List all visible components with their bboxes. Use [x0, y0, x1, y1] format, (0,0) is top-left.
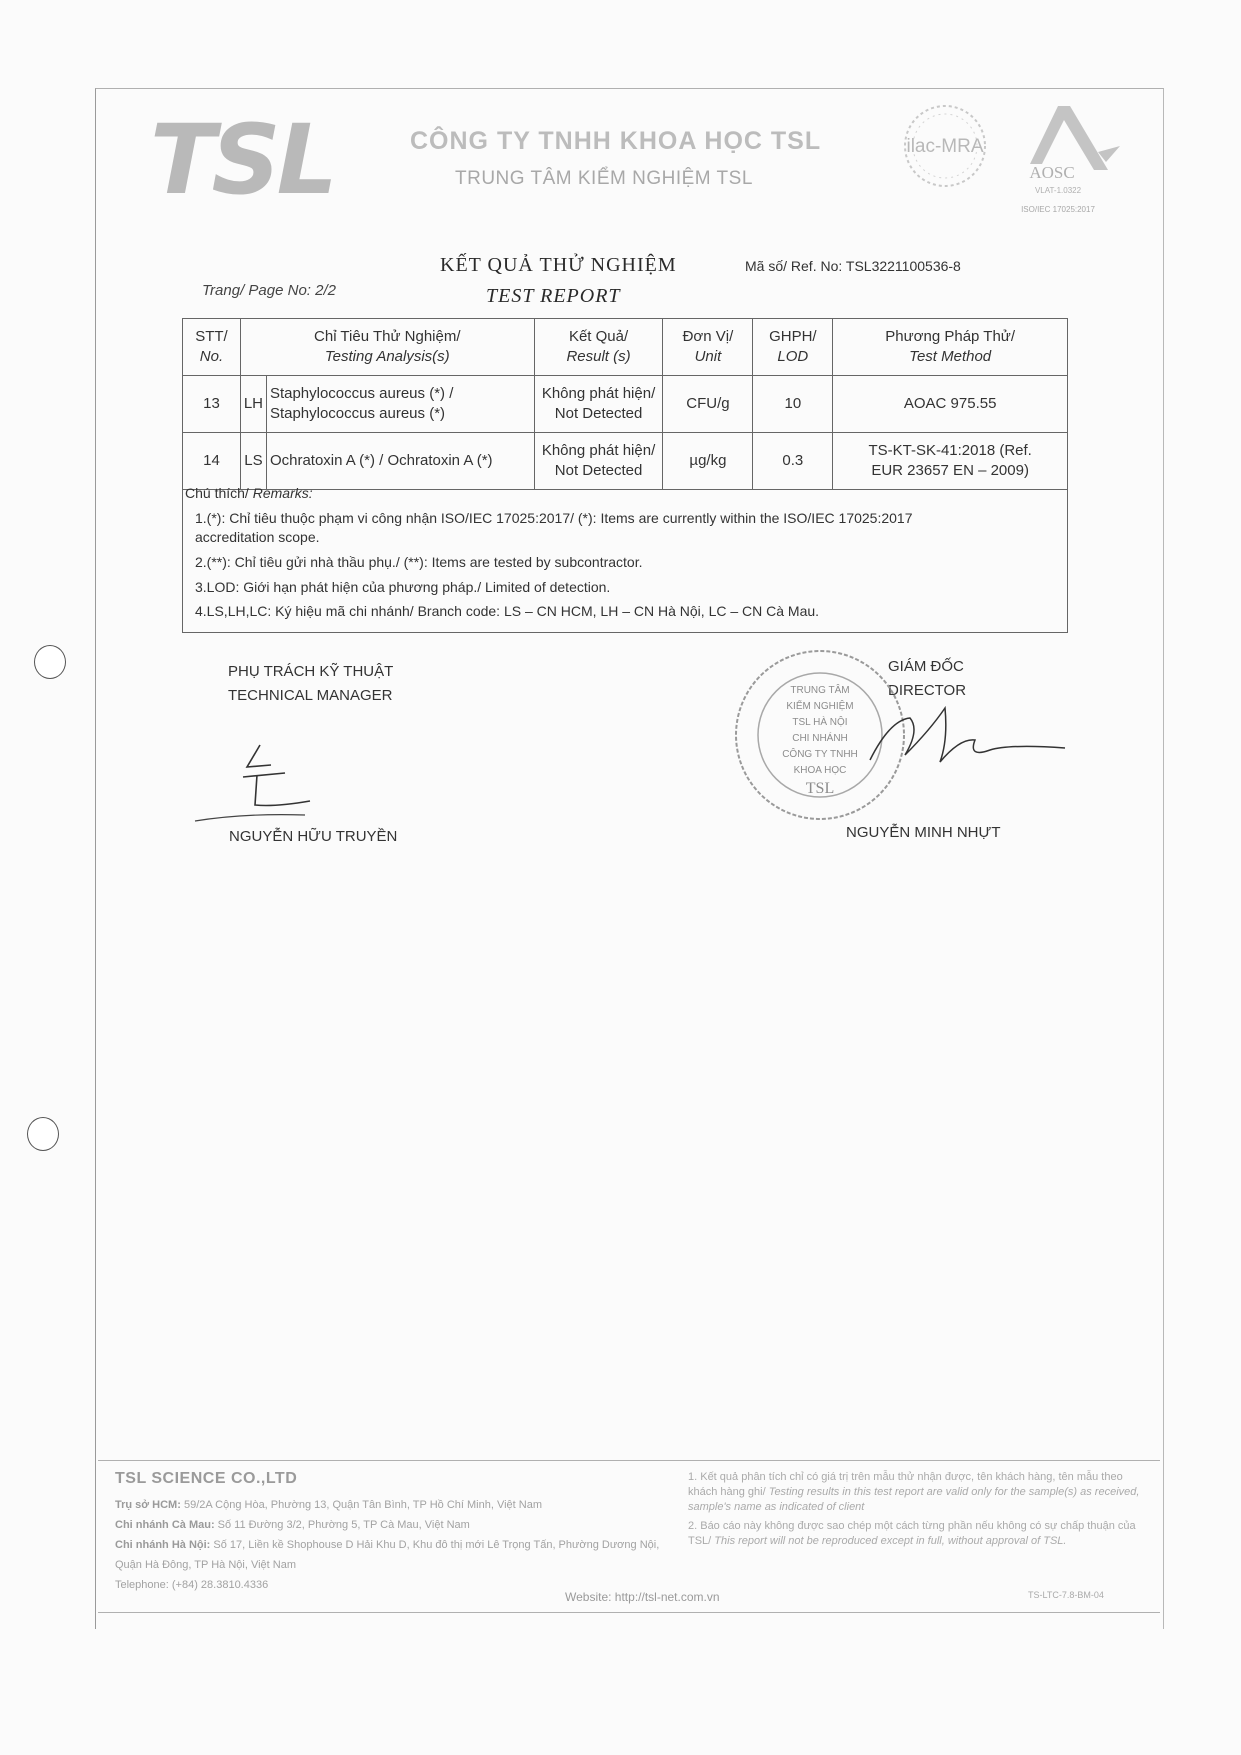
stamp-line-1: TRUNG TÂM — [790, 685, 850, 696]
form-code: TS-LTC-7.8-BM-04 — [1028, 1590, 1104, 1600]
cell-analysis: Ochratoxin A (*) / Ochratoxin A (*) — [266, 433, 534, 490]
stamp-line-6: KHOA HỌC — [793, 765, 847, 776]
remark-4: 4.LS,LH,LC: Ký hiệu mã chi nhánh/ Branch code: LS – CN HCM, LH – CN Hà Nội, LC – CN Cà Mau. — [195, 603, 820, 620]
footer-note-2: 2. Báo cáo này không được sao chép một cách từng phần nếu không có sự chấp thuận của TSL/ This report will not be reproduced except in full, without approval of TSL. — [688, 1520, 1136, 1547]
cell-analysis: Staphylococcus aureus (*) / Staphylococcus aureus (*) — [266, 376, 534, 433]
cell-unit: µg/kg — [663, 433, 753, 490]
aosc-code: VLAT-1.0322 — [1034, 186, 1082, 195]
remark-1: 1.(*): Chỉ tiêu thuộc phạm vi công nhận ISO/IEC 17025:2017/ (*): Items are currently within the ISO/IEC 17025:2017 accreditation scope. — [195, 509, 913, 545]
ilac-text: ilac-MRA — [906, 136, 984, 157]
cell-result: Không phát hiện/ Not Detected — [534, 376, 663, 433]
col-header-result: Kết Quả/ Result (s) — [534, 319, 663, 376]
reference-number: Mã số/ Ref. No: TSL3221100536-8 — [745, 258, 961, 274]
remark-3: 3.LOD: Giới hạn phát hiện của phương pháp./ Limited of detection. — [195, 578, 611, 595]
technical-manager-signature — [185, 735, 355, 825]
footer-addresses — [115, 1495, 675, 1595]
page-number: Trang/ Page No: 2/2 — [202, 282, 336, 299]
company-name: CÔNG TY TNHH KHOA HỌC TSL — [410, 127, 822, 155]
stamp-line-5: CÔNG TY TNHH — [782, 749, 858, 760]
iso-label: ISO/IEC 17025:2017 — [1021, 205, 1095, 214]
tsl-logo: TSL — [150, 104, 334, 216]
col-header-lod: GHPH/ LOD — [753, 319, 833, 376]
technical-manager-title-vn: PHỤ TRÁCH KỸ THUẬT — [228, 663, 394, 680]
footer-note-1: 1. Kết quả phân tích chỉ có giá trị trên mẫu thử nhận được, tên khách hàng, tên mẫu theo khách hàng ghi/ Testing results in this test report are valid only for the sample(s) as received, sample's name as indicated of client — [688, 1471, 1140, 1513]
col-header-unit: Đơn Vị/ Unit — [663, 319, 753, 376]
stamp-line-2: KIỂM NGHIỆM — [786, 701, 854, 712]
table-header-row — [183, 319, 1068, 376]
report-title-en: TEST REPORT — [486, 285, 621, 307]
stamp-line-4: CHI NHÁNH — [792, 733, 848, 744]
aosc-text: AOSC — [1029, 163, 1075, 182]
cell-unit: CFU/g — [663, 376, 753, 433]
cell-no: 13 — [183, 376, 241, 433]
table-row — [183, 376, 1068, 433]
results-table — [182, 318, 1068, 490]
ilac-mra-logo — [890, 100, 1000, 192]
cell-branch: LS — [240, 433, 266, 490]
director-name: NGUYỄN MINH NHỰT — [846, 824, 1001, 841]
cell-no: 14 — [183, 433, 241, 490]
stamp-line-7: TSL — [805, 780, 835, 797]
footer-camau: Chi nhánh Cà Mau: Số 11 Đường 3/2, Phường 5, TP Cà Mau, Việt Nam — [115, 1519, 470, 1531]
technical-manager-name: NGUYỄN HỮU TRUYỀN — [229, 828, 398, 845]
col-header-analysis: Chỉ Tiêu Thử Nghiệm/ Testing Analysis(s) — [240, 319, 534, 376]
stamp-line-3: TSL HÀ NỘI — [792, 717, 848, 728]
col-header-method: Phương Pháp Thử/ Test Method — [833, 319, 1068, 376]
col-header-no: STT/ No. — [183, 319, 241, 376]
punch-hole-bottom — [27, 1117, 59, 1151]
remarks-box — [182, 478, 1068, 633]
report-title-vn: KẾT QUẢ THỬ NGHIỆM — [440, 254, 677, 276]
cell-lod: 0.3 — [753, 433, 833, 490]
punch-hole-top — [34, 645, 66, 679]
footer-hanoi: Chi nhánh Hà Nội: Số 17, Liền kề Shophouse D Hải Khu D, Khu đô thị mới Lê Trọng Tấn, Phường Dương Nội, Quận Hà Đông, TP Hà Nội, Việt Nam — [115, 1539, 660, 1571]
technical-manager-title-en: TECHNICAL MANAGER — [228, 687, 393, 704]
footer-notes — [688, 1470, 1148, 1549]
remark-2: 2.(**): Chỉ tiêu gửi nhà thầu phụ./ (**): Items are tested by subcontractor. — [195, 553, 643, 570]
footer-divider — [98, 1460, 1160, 1461]
center-name: TRUNG TÂM KIỂM NGHIỆM TSL — [455, 168, 753, 189]
cell-branch: LH — [240, 376, 266, 433]
cell-method: TS-KT-SK-41:2018 (Ref. EUR 23657 EN – 2009) — [833, 433, 1068, 490]
cell-result: Không phát hiện/ Not Detected — [534, 433, 663, 490]
remarks-title: Chú thích/ Remarks: — [185, 485, 313, 501]
footer-company: TSL SCIENCE CO.,LTD — [115, 1470, 298, 1487]
director-title-vn: GIÁM ĐỐC — [888, 658, 964, 675]
cell-method: AOAC 975.55 — [833, 376, 1068, 433]
footer-hq: Trụ sở HCM: 59/2A Cộng Hòa, Phường 13, Quận Tân Bình, TP Hồ Chí Minh, Việt Nam — [115, 1499, 542, 1511]
footer-website: Website: http://tsl-net.com.vn — [565, 1590, 720, 1604]
director-title-en: DIRECTOR — [888, 682, 967, 699]
director-signature — [850, 700, 1070, 780]
technical-manager-block — [228, 660, 393, 708]
footer-bottom-line — [98, 1612, 1160, 1613]
footer-telephone: Telephone: (+84) 28.3810.4336 — [115, 1579, 269, 1591]
aosc-logo — [1010, 100, 1130, 220]
cell-lod: 10 — [753, 376, 833, 433]
